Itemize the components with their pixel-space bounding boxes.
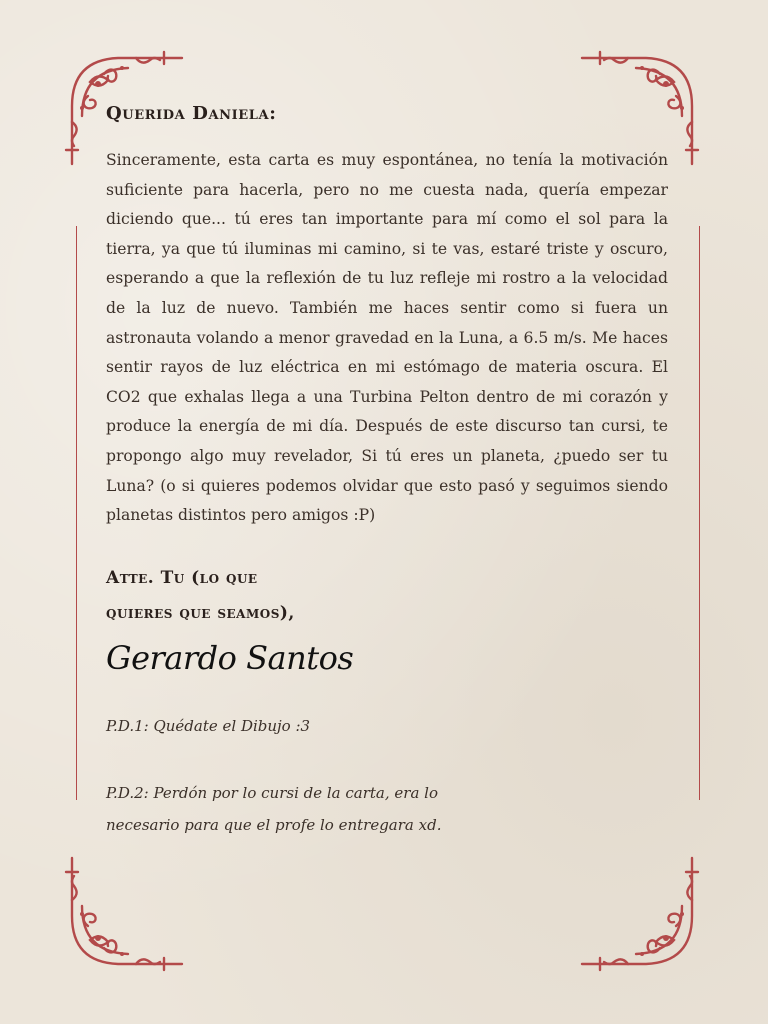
signature: Gerardo Santos [106, 638, 354, 677]
postscript-2: P.D.2: Perdón por lo cursi de la carta, era lo necesario para que el profe lo entregara xd. [106, 783, 442, 834]
postscript-1: P.D.1: Quédate el Dibujo :3 [106, 716, 311, 735]
corner-ornament-bottom-left [60, 846, 190, 976]
flourish-corner-icon [60, 846, 190, 976]
letter-closing: Atte. Tu (lo que quieres que seamos), [106, 567, 295, 623]
border-line-left [76, 226, 77, 800]
letter-content [106, 100, 668, 841]
letter-body: Sinceramente, esta carta es muy espontánea, no tenía la motivación suficiente para hacerla, pero no me cuesta nada, quería empezar diciendo que... tú eres tan importante para mí como el sol para la tierra, ya que tú iluminas mi camino, si te vas, estaré triste y oscuro, esperando a que la reflexión de tu luz refleje mi rostro a la velocidad de la luz de nuevo. También me haces sentir como si fuera un astronauta volando a menor gravedad en la Luna, a 6.5 m/s. Me haces sentir rayos de luz eléctrica en mi estómago de materia oscura. El CO2 que exhalas llega a una Turbina Pelton dentro de mi corazón y produce la energía de mi día. Después de este discurso tan cursi, te propongo algo muy revelador, Si tú eres un planeta, ¿puedo ser tu Luna? (o si quieres podemos olvidar que esto pasó y seguimos siendo planetas distintos pero amigos :P) [106, 151, 668, 525]
corner-ornament-bottom-right [574, 846, 704, 976]
border-line-right [699, 226, 700, 800]
flourish-corner-icon [574, 846, 704, 976]
letter-greeting: Querida Daniela: [106, 103, 277, 124]
